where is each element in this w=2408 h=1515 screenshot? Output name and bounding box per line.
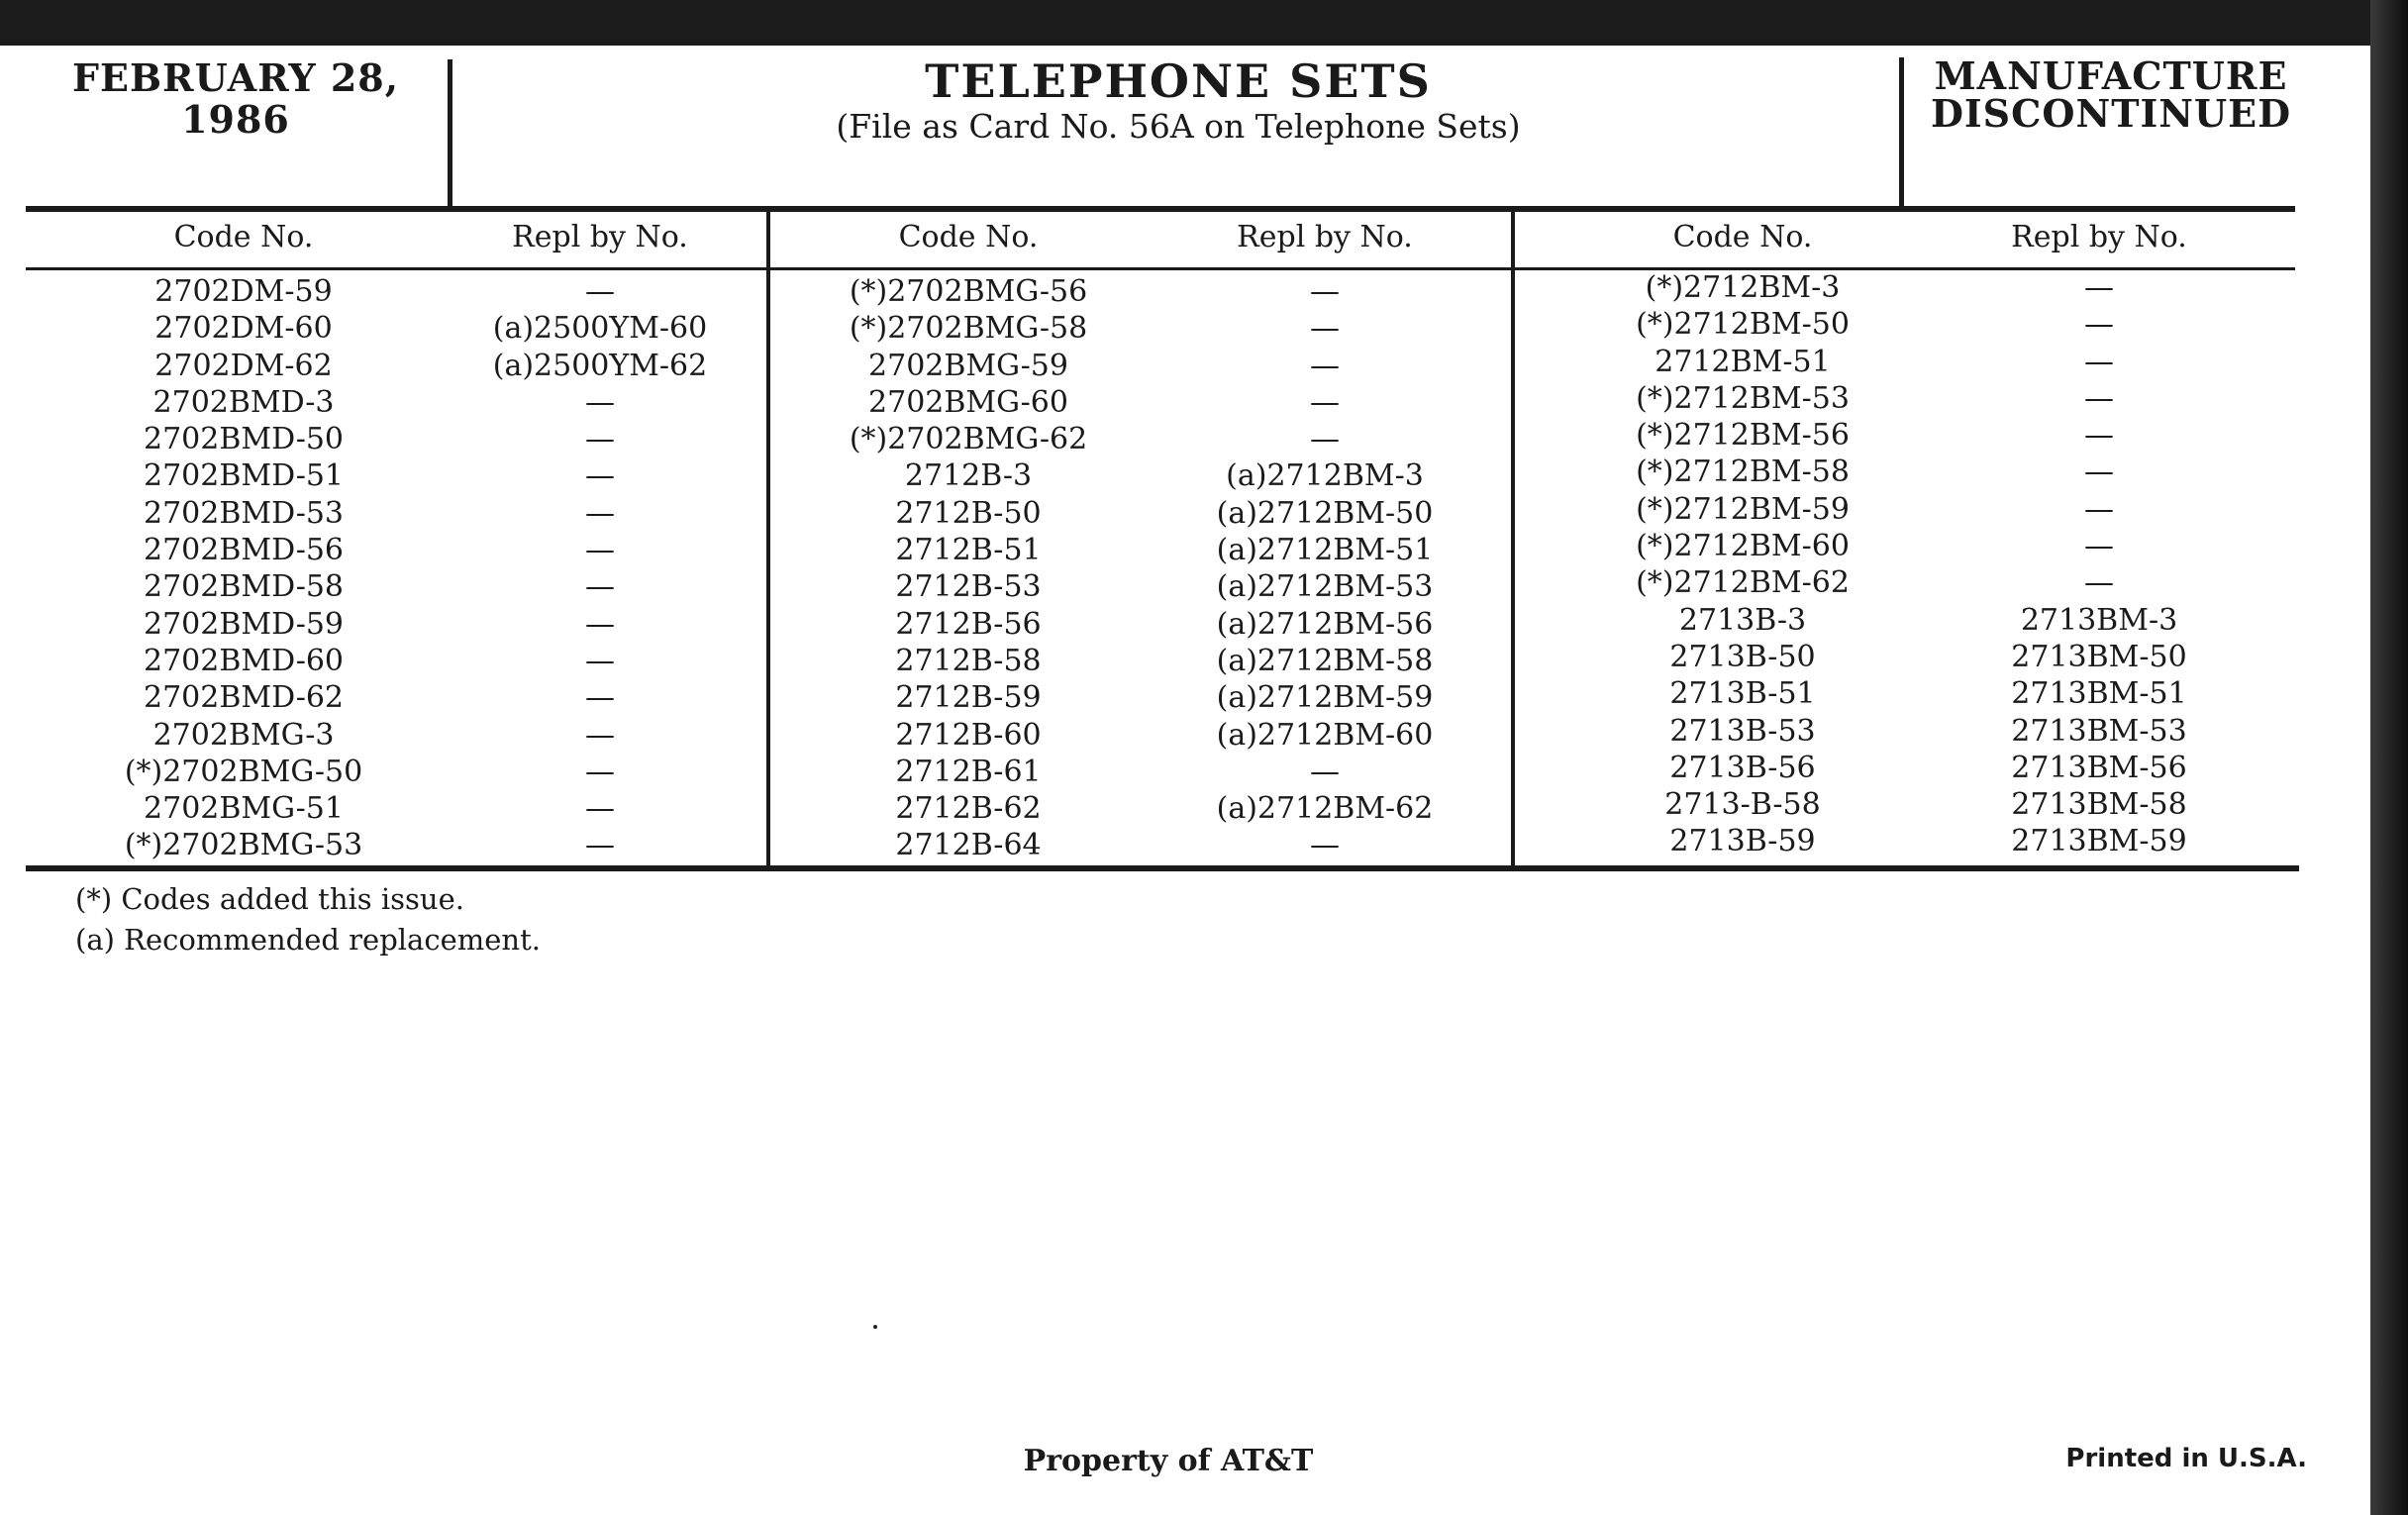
repl-cell: (a)2712BM-59 xyxy=(1216,680,1434,716)
code-cell: 2712B-59 xyxy=(895,680,1042,716)
table-row xyxy=(1515,454,2297,490)
repl-cell: (a)2712BM-56 xyxy=(1216,606,1434,642)
property-notice: Property of AT&T xyxy=(1023,1444,1314,1478)
code-cell: 2713B-51 xyxy=(1669,676,1816,712)
repl-cell: — xyxy=(2084,418,2114,454)
printed-notice: Printed in U.S.A. xyxy=(2065,1444,2307,1473)
code-cell: (*)2712BM-62 xyxy=(1636,565,1850,601)
repl-cell: — xyxy=(585,754,615,789)
code-cell: (*)2712BM-3 xyxy=(1645,270,1841,305)
code-cell: 2702DM-60 xyxy=(154,311,333,347)
table-row xyxy=(26,273,766,310)
table-row xyxy=(26,679,766,716)
table-row xyxy=(26,827,766,863)
code-cell: (*)2702BMG-58 xyxy=(849,311,1088,347)
code-cell: 2712B-3 xyxy=(904,458,1033,494)
rows-group-3 xyxy=(1515,269,2297,860)
repl-cell: — xyxy=(2084,270,2114,305)
status-block xyxy=(1903,53,2319,136)
repl-cell: — xyxy=(2084,344,2114,379)
repl-cell: — xyxy=(2084,380,2114,416)
repl-header: Repl by No. xyxy=(512,220,688,254)
repl-cell: — xyxy=(1310,828,1340,863)
repl-cell: — xyxy=(1310,274,1340,309)
repl-cell: (a)2500YM-62 xyxy=(492,348,708,383)
repl-cell: (a)2712BM-62 xyxy=(1216,791,1434,827)
code-cell: 2712B-58 xyxy=(895,643,1042,678)
code-cell: 2712B-61 xyxy=(895,754,1042,789)
code-cell: 2712B-64 xyxy=(895,828,1042,863)
code-cell: 2702BMD-50 xyxy=(143,422,345,457)
repl-cell: 2713BM-50 xyxy=(2011,639,2187,674)
repl-cell: (a)2712BM-3 xyxy=(1226,458,1424,494)
table-row xyxy=(1515,528,2297,564)
code-cell: 2702BMD-53 xyxy=(143,495,345,531)
table-row xyxy=(770,643,1511,679)
code-cell: 2712B-62 xyxy=(895,791,1042,827)
code-cell: 2713B-3 xyxy=(1678,602,1807,638)
repl-cell: (a)2712BM-60 xyxy=(1216,717,1434,753)
table-row xyxy=(770,754,1511,790)
code-cell: 2702BMG-51 xyxy=(144,791,344,827)
table-row xyxy=(26,643,766,679)
table-row xyxy=(770,679,1511,716)
code-cell: (*)2712BM-59 xyxy=(1636,491,1850,527)
card-title: TELEPHONE SETS xyxy=(925,54,1432,108)
table-row xyxy=(26,606,766,643)
table-row xyxy=(26,384,766,421)
column-group-3 xyxy=(1515,210,2297,867)
repl-cell: (a)2712BM-58 xyxy=(1216,643,1434,678)
repl-cell: — xyxy=(585,422,615,457)
repl-cell: (a)2712BM-51 xyxy=(1216,533,1434,568)
repl-cell: — xyxy=(585,643,615,678)
table-row xyxy=(1515,564,2297,601)
table-row xyxy=(770,790,1511,827)
code-cell: 2713B-53 xyxy=(1669,713,1816,749)
card-subtitle: (File as Card No. 56A on Telephone Sets) xyxy=(836,107,1521,146)
code-cell: (*)2702BMG-53 xyxy=(124,828,363,863)
table-row xyxy=(770,348,1511,384)
table-row xyxy=(770,606,1511,643)
code-cell: 2712B-56 xyxy=(895,606,1042,642)
table-row xyxy=(1515,417,2297,454)
table-row xyxy=(1515,786,2297,823)
header-divider-left xyxy=(448,59,452,210)
issue-date-line1: FEBRUARY 28, xyxy=(72,55,399,100)
status-line1: MANUFACTURE xyxy=(1934,53,2288,98)
repl-cell: — xyxy=(1310,422,1340,457)
table-row xyxy=(1515,491,2297,528)
table-row xyxy=(1515,380,2297,417)
issue-date xyxy=(28,57,444,141)
repl-cell: — xyxy=(2084,529,2114,564)
repl-cell: — xyxy=(2084,565,2114,601)
column-group-1 xyxy=(26,210,766,867)
repl-header: Repl by No. xyxy=(2011,220,2187,254)
code-cell: (*)2712BM-60 xyxy=(1636,529,1850,564)
table-row xyxy=(26,568,766,605)
footnotes xyxy=(75,879,541,960)
code-header: Code No. xyxy=(898,220,1039,254)
repl-cell: — xyxy=(585,680,615,716)
repl-cell: 2713BM-3 xyxy=(2020,602,2178,638)
code-cell: 2712B-53 xyxy=(895,569,1042,605)
table-row xyxy=(1515,675,2297,712)
code-cell: 2702BMD-62 xyxy=(143,680,345,716)
repl-cell: — xyxy=(585,717,615,753)
table-row xyxy=(770,457,1511,494)
repl-cell: 2713BM-53 xyxy=(2011,713,2187,749)
code-cell: 2702BMG-3 xyxy=(152,717,335,753)
table-row xyxy=(1515,639,2297,675)
code-cell: 2702BMD-3 xyxy=(152,384,335,420)
card-title-block xyxy=(455,55,1901,147)
footnote-asterisk: (*) Codes added this issue. xyxy=(75,882,464,916)
issue-date-line2: 1986 xyxy=(181,97,290,142)
table-row xyxy=(1515,344,2297,380)
repl-cell: — xyxy=(585,828,615,863)
repl-cell: (a)2712BM-53 xyxy=(1216,569,1434,605)
repl-cell: 2713BM-58 xyxy=(2011,787,2187,823)
table-row xyxy=(1515,823,2297,859)
repl-cell: — xyxy=(1310,348,1340,383)
code-cell: 2712B-60 xyxy=(895,717,1042,753)
repl-cell: — xyxy=(1310,311,1340,347)
status-line2: DISCONTINUED xyxy=(1930,91,2292,136)
table-row xyxy=(26,717,766,754)
code-cell: (*)2702BMG-50 xyxy=(124,754,363,789)
code-cell: (*)2712BM-50 xyxy=(1636,307,1850,343)
repl-cell: — xyxy=(585,274,615,309)
code-cell: 2712B-51 xyxy=(895,533,1042,568)
repl-cell: — xyxy=(585,533,615,568)
repl-cell: 2713BM-51 xyxy=(2011,676,2187,712)
footnote-a: (a) Recommended replacement. xyxy=(75,923,541,957)
code-cell: 2713-B-58 xyxy=(1664,787,1821,823)
code-header: Code No. xyxy=(173,220,314,254)
repl-cell: — xyxy=(2084,491,2114,527)
repl-cell: — xyxy=(585,384,615,420)
repl-cell: — xyxy=(585,606,615,642)
repl-cell: — xyxy=(2084,454,2114,490)
repl-cell: 2713BM-56 xyxy=(2011,750,2187,785)
table-row xyxy=(770,495,1511,532)
rows-group-2 xyxy=(770,273,1511,864)
table-row xyxy=(26,457,766,494)
table-row xyxy=(770,273,1511,310)
repl-cell: — xyxy=(1310,754,1340,789)
code-cell: 2702BMG-60 xyxy=(868,384,1068,420)
table-row xyxy=(770,568,1511,605)
table-row xyxy=(26,495,766,532)
code-cell: 2702BMG-59 xyxy=(868,348,1068,383)
table-row xyxy=(770,717,1511,754)
code-cell: (*)2712BM-56 xyxy=(1636,418,1850,454)
table-row xyxy=(26,532,766,568)
repl-cell: — xyxy=(585,791,615,827)
table-row xyxy=(26,754,766,790)
table-row xyxy=(26,421,766,457)
table-row xyxy=(770,384,1511,421)
table-row xyxy=(770,310,1511,347)
table-row xyxy=(1515,750,2297,786)
code-cell: (*)2702BMG-62 xyxy=(849,422,1088,457)
scan-border-top xyxy=(0,0,2408,46)
code-cell: 2702BMD-58 xyxy=(143,569,345,605)
repl-cell: — xyxy=(2084,307,2114,343)
code-header: Code No. xyxy=(1672,220,1813,254)
code-cell: 2712BM-51 xyxy=(1655,344,1831,379)
code-cell: 2702BMD-51 xyxy=(143,458,345,494)
code-cell: 2702BMD-60 xyxy=(143,643,345,678)
repl-header: Repl by No. xyxy=(1237,220,1413,254)
table-row xyxy=(26,348,766,384)
code-cell: 2712B-50 xyxy=(895,495,1042,531)
repl-cell: — xyxy=(1310,384,1340,420)
code-cell: (*)2712BM-58 xyxy=(1636,454,1850,490)
repl-cell: — xyxy=(585,495,615,531)
repl-cell: (a)2712BM-50 xyxy=(1216,495,1434,531)
rows-group-1 xyxy=(26,273,766,864)
repl-cell: (a)2500YM-60 xyxy=(492,311,708,347)
repl-cell: 2713BM-59 xyxy=(2011,824,2187,859)
repl-cell: — xyxy=(585,458,615,494)
scan-speck xyxy=(873,1325,877,1329)
code-cell: 2702DM-62 xyxy=(154,348,333,383)
column-group-2 xyxy=(770,210,1511,867)
code-cell: (*)2712BM-53 xyxy=(1636,380,1850,416)
table-row xyxy=(1515,713,2297,750)
table-row xyxy=(26,310,766,347)
code-cell: 2713B-56 xyxy=(1669,750,1816,785)
table-row xyxy=(770,827,1511,863)
code-cell: 2702DM-59 xyxy=(154,274,333,309)
table-row xyxy=(26,790,766,827)
code-cell: (*)2702BMG-56 xyxy=(849,274,1088,309)
table-row xyxy=(770,532,1511,568)
table-row xyxy=(1515,602,2297,639)
code-cell: 2713B-59 xyxy=(1669,824,1816,859)
table-row xyxy=(770,421,1511,457)
table-row xyxy=(1515,306,2297,343)
code-cell: 2702BMD-59 xyxy=(143,606,345,642)
repl-cell: — xyxy=(585,569,615,605)
scan-border-right xyxy=(2370,0,2408,1515)
code-cell: 2702BMD-56 xyxy=(143,533,345,568)
code-cell: 2713B-50 xyxy=(1669,639,1816,674)
table-row xyxy=(1515,269,2297,306)
